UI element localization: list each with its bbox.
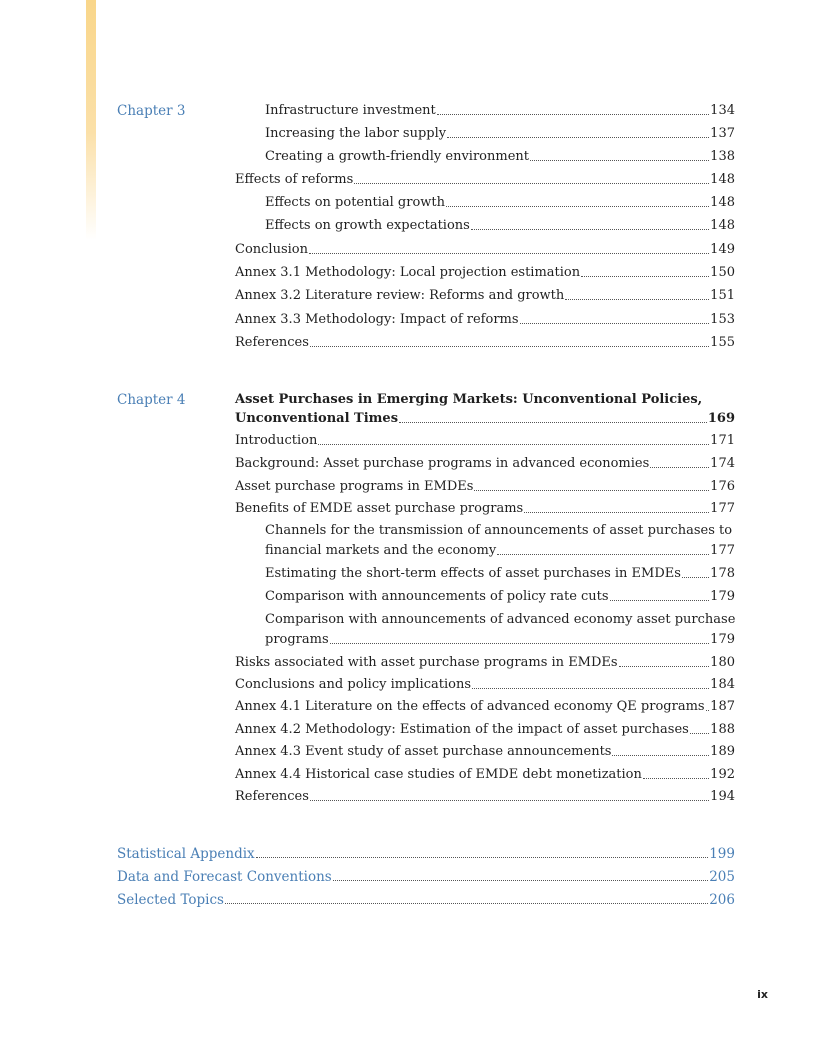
toc-entry-page: 151 xyxy=(710,288,735,303)
toc-entry-page: 148 xyxy=(710,172,735,187)
toc-entry-title: Selected Topics xyxy=(117,892,224,908)
page-number: ix xyxy=(757,988,768,1001)
toc-entry-title: Annex 4.2 Methodology: Estimation of the impact of asset purchases xyxy=(235,722,689,737)
chapter-4-title-line1[interactable]: Asset Purchases in Emerging Markets: Unconventional Policies, xyxy=(235,392,703,407)
toc-entry[interactable] xyxy=(265,218,735,234)
toc-entry-title: Annex 3.1 Methodology: Local projection estimation xyxy=(235,265,581,280)
toc-chapter-title[interactable] xyxy=(235,411,735,427)
toc-entry-page: 169 xyxy=(707,411,735,426)
toc-entry-page: 205 xyxy=(709,869,735,885)
toc-entry-page: 187 xyxy=(710,699,735,714)
toc-entry-page: 189 xyxy=(710,744,735,759)
toc-entry[interactable] xyxy=(265,632,735,648)
toc-entry-page: 176 xyxy=(710,479,735,494)
toc-entry-title: financial markets and the economy xyxy=(265,543,497,558)
toc-entry-title: Introduction xyxy=(235,433,318,448)
toc-entry-title: Annex 4.4 Historical case studies of EMDE debt monetization xyxy=(235,767,642,782)
toc-entry-page: 149 xyxy=(710,242,735,257)
toc-entry[interactable] xyxy=(235,767,735,783)
toc-entry-title: Conclusions and policy implications xyxy=(235,677,471,692)
toc-entry-title: Background: Asset purchase programs in advanced economies xyxy=(235,456,650,471)
toc-entry[interactable] xyxy=(235,722,735,738)
toc-entry-page: 188 xyxy=(710,722,735,737)
toc-entry-title: Effects on potential growth xyxy=(265,195,446,210)
chapter-4-label: Chapter 4 xyxy=(117,392,186,408)
toc-entry[interactable] xyxy=(235,501,735,517)
toc-entry-page: 178 xyxy=(710,566,735,581)
toc-entry[interactable] xyxy=(235,172,735,188)
toc-appendix-entry[interactable] xyxy=(117,892,735,908)
toc-entry-title: References xyxy=(235,335,309,350)
toc-entry-title: Creating a growth-friendly environment xyxy=(265,149,529,164)
chapter-4-title-line2: Unconventional Times xyxy=(235,411,399,426)
toc-entry-page: 137 xyxy=(710,126,735,141)
toc-entry-title: Increasing the labor supply xyxy=(265,126,447,141)
toc-entry[interactable] xyxy=(235,312,735,328)
toc-entry[interactable] xyxy=(235,433,735,449)
toc-entry[interactable] xyxy=(265,589,735,605)
toc-entry[interactable] xyxy=(235,789,735,805)
toc-entry-page: 194 xyxy=(710,789,735,804)
toc-entry-page: 179 xyxy=(710,589,735,604)
chapter-3-label: Chapter 3 xyxy=(117,103,186,119)
toc-entry[interactable] xyxy=(265,103,735,119)
toc-entry[interactable] xyxy=(235,265,735,281)
toc-entry-page: 148 xyxy=(710,195,735,210)
toc-entry-page: 199 xyxy=(709,846,735,862)
toc-entry-page: 148 xyxy=(710,218,735,233)
toc-entry-page: 153 xyxy=(710,312,735,327)
toc-entry-title: Annex 3.2 Literature review: Reforms and growth xyxy=(235,288,565,303)
toc-entry-title: Effects on growth expectations xyxy=(265,218,470,233)
toc-entry-page: 206 xyxy=(709,892,735,908)
toc-entry-title: Infrastructure investment xyxy=(265,103,436,118)
toc-entry[interactable] xyxy=(235,655,735,671)
toc-entry[interactable] xyxy=(235,677,735,693)
toc-entry-title: Comparison with announcements of policy rate cuts xyxy=(265,589,609,604)
toc-entry-wrapped-line[interactable]: Channels for the transmission of announcements of asset purchases to xyxy=(265,523,733,538)
decorative-accent-bar xyxy=(86,0,96,240)
toc-entry[interactable] xyxy=(235,335,735,351)
toc-entry-wrapped-line[interactable]: Comparison with announcements of advanced economy asset purchase xyxy=(265,612,736,627)
toc-entry-page: 134 xyxy=(710,103,735,118)
toc-entry-page: 192 xyxy=(710,767,735,782)
toc-entry-page: 155 xyxy=(710,335,735,350)
toc-entry-title: programs xyxy=(265,632,329,647)
toc-entry-page: 150 xyxy=(710,265,735,280)
toc-entry[interactable] xyxy=(235,288,735,304)
toc-entry-page: 180 xyxy=(710,655,735,670)
toc-entry-title: Conclusion xyxy=(235,242,308,257)
toc-entry-page: 179 xyxy=(710,632,735,647)
toc-entry[interactable] xyxy=(265,126,735,142)
toc-entry-page: 174 xyxy=(710,456,735,471)
toc-entry[interactable] xyxy=(235,456,735,472)
toc-entry[interactable] xyxy=(235,242,735,258)
toc-entry-page: 177 xyxy=(710,501,735,516)
toc-entry-title: Annex 3.3 Methodology: Impact of reforms xyxy=(235,312,519,327)
toc-entry-title: References xyxy=(235,789,309,804)
toc-entry[interactable] xyxy=(235,699,735,715)
toc-entry-page: 171 xyxy=(710,433,735,448)
toc-entry-title: Asset purchase programs in EMDEs xyxy=(235,479,474,494)
toc-entry-title: Statistical Appendix xyxy=(117,846,255,862)
toc-entry-page: 177 xyxy=(710,543,735,558)
toc-entry[interactable] xyxy=(265,195,735,211)
toc-entry[interactable] xyxy=(265,149,735,165)
toc-entry-title: Annex 4.3 Event study of asset purchase announcements xyxy=(235,744,612,759)
toc-entry-title: Estimating the short-term effects of asset purchases in EMDEs xyxy=(265,566,681,581)
toc-entry-title: Annex 4.1 Literature on the effects of advanced economy QE programs xyxy=(235,699,705,714)
toc-appendix-entry[interactable] xyxy=(117,869,735,885)
toc-entry-title: Benefits of EMDE asset purchase programs xyxy=(235,501,524,516)
toc-entry-title: Data and Forecast Conventions xyxy=(117,869,332,885)
toc-entry[interactable] xyxy=(235,744,735,760)
toc-entry-page: 138 xyxy=(710,149,735,164)
toc-appendix-entry[interactable] xyxy=(117,846,735,862)
toc-entry-page: 184 xyxy=(710,677,735,692)
toc-entry-title: Risks associated with asset purchase programs in EMDEs xyxy=(235,655,618,670)
toc-entry[interactable] xyxy=(235,479,735,495)
toc-entry-title: Effects of reforms xyxy=(235,172,354,187)
toc-entry[interactable] xyxy=(265,543,735,559)
toc-entry[interactable] xyxy=(265,566,735,582)
